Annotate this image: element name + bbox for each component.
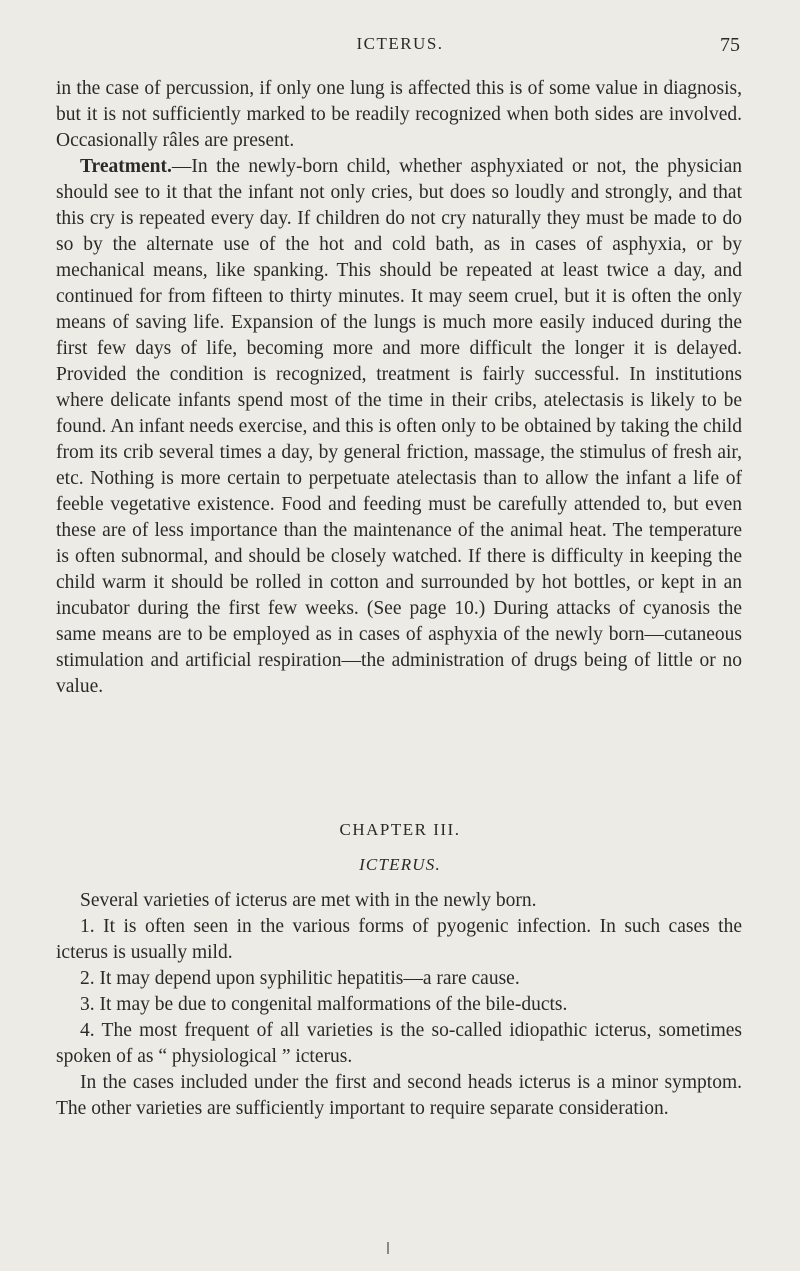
stray-ink-mark [387, 1242, 389, 1254]
section-icterus-text [56, 888, 742, 1122]
list-item-2: 2. It may depend upon syphilitic hepatitis—a rare cause. [80, 968, 520, 989]
page-number: 75 [720, 34, 740, 56]
running-head: ICTERUS. [356, 34, 444, 53]
section-atelectasis-text [56, 76, 742, 700]
paragraph-intro: Several varieties of icterus are met with in the newly born. [80, 890, 537, 911]
treatment-label: Treatment. [80, 156, 172, 177]
chapter-heading: CHAPTER III. [339, 820, 461, 839]
list-item-3: 3. It may be due to congenital malformations of the bile-ducts. [80, 994, 568, 1015]
list-item-1: 1. It is often seen in the various forms of pyogenic infection. In such cases the icterus is usually mild. [56, 916, 742, 963]
list-item-4: 4. The most frequent of all varieties is the so-called idiopathic icterus, sometimes spoken of as “ physiological ” icterus. [56, 1020, 742, 1067]
paragraph-percussion-text: in the case of percussion, if only one lung is affected this is of some value in diagnosis, but it is not sufficiently marked to be readily recognized when both sides are involved. Occasionally râles are present. [56, 78, 742, 151]
paragraph-closing: In the cases included under the first and second heads icterus is a minor symptom. The other varieties are sufficiently important to require separate consideration. [56, 1072, 742, 1119]
chapter-subtitle: ICTERUS. [359, 855, 441, 874]
treatment-text: —In the newly-born child, whether asphyxiated or not, the physician should see to it that the infant not only cries, but does so loudly and strongly, and that this cry is repeated every day. If children do not cry naturally they must be made to do so by the alternate use of the hot and cold bath, as in cases of asphyxia, or by mechanical means, like spanking. This should be repeated at least twice a day, and continued for from fifteen to thirty minutes. It may seem cruel, but it is often the only means of saving life. Expansion of the lungs is much more easily induced during the first few days of life, becoming more and more difficult the longer it is delayed. Provided the condition is recognized, treatment is fairly successful. In institutions where delicate infants spend most of the time in their cribs, atelectasis is likely to be found. An infant needs exercise, and this is often only to be obtained by taking the child from its crib several times a day, by general friction, massage, the stimulus of fresh air, etc. Nothing is more certain to perpetuate atelectasis than to allow the infant a life of feeble vegetative existence. Food and feeding must be carefully attended to, but even these are of less importance than the maintenance of the animal heat. The temperature is often subnormal, and should be closely watched. If there is difficulty in keeping the child warm it should be rolled in cotton and surrounded by hot bottles, or kept in an incubator during the first few weeks. (See page 10.) During attacks of cyanosis the same means are to be employed as in cases of asphyxia of the newly born—cutaneous stimulation and artificial respiration—the administration of drugs being of little or no value. [56, 156, 742, 697]
paragraph-percussion [56, 76, 742, 154]
paragraph-treatment [56, 154, 742, 700]
